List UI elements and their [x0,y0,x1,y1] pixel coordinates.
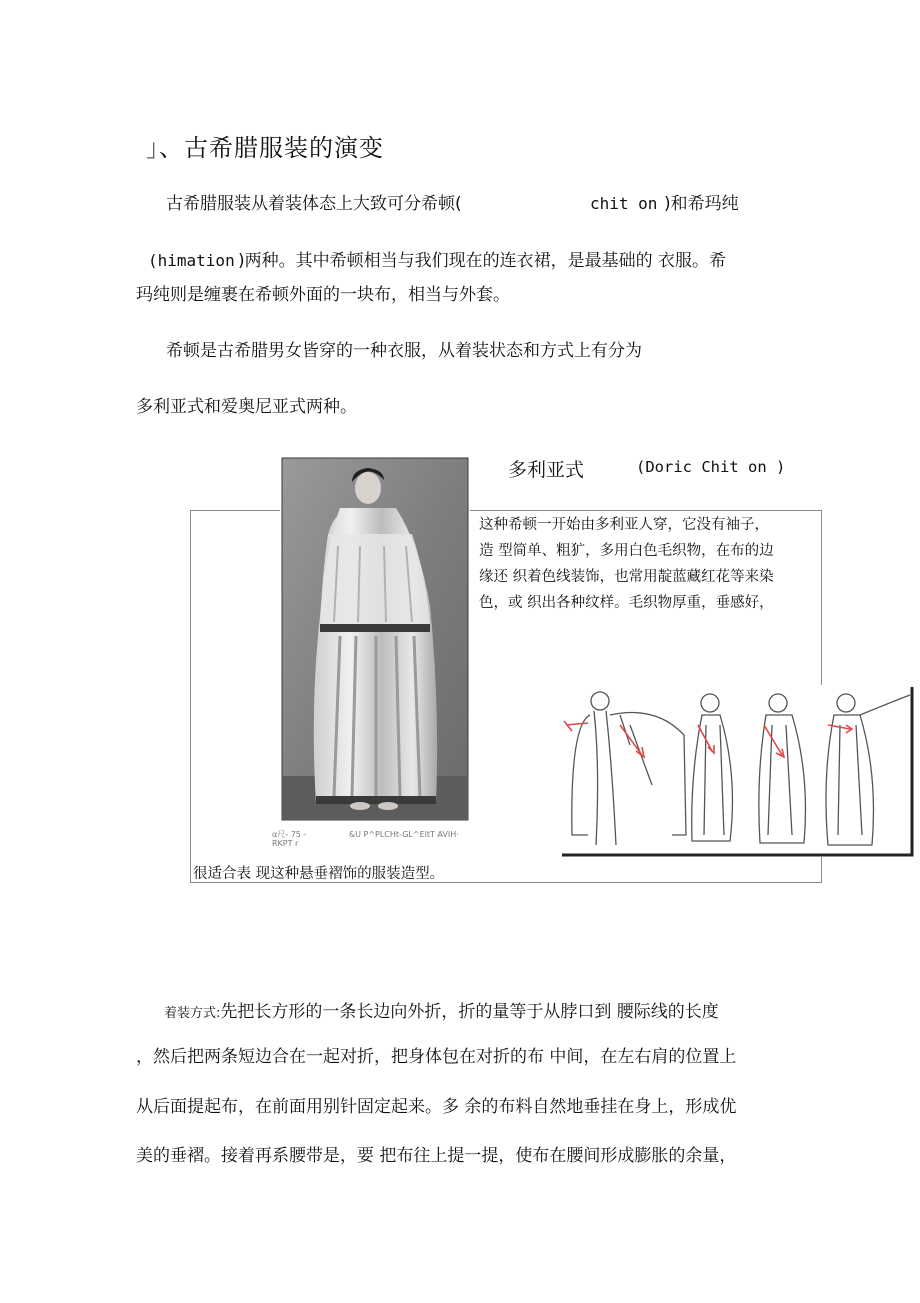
doric-title-en: (Doric Chit on ) [636,458,786,476]
intro-line-2: )两种。其中希顿相当与我们现在的连衣裙，是最基础的 衣服。希 [238,251,727,271]
heading-text: 、古希腊服装的演变 [159,134,384,162]
doric-description [479,512,774,616]
intro-term-chiton: chit on [590,194,658,213]
doric-title-cn: 多利亚式 [508,459,585,481]
doric-desc-line: 这种希顿一开始由多利亚人穿，它没有袖子， [479,517,769,533]
intro-term-himation: (himation [148,251,235,270]
para2-line-1: 希顿是古希腊男女皆穿的一种衣服，从着装状态和方式上有分为 [166,341,642,361]
dressing-line-2: ，然后把两条短边合在一起对折，把身体包在对折的布 中间，在左右肩的位置上 [136,1047,737,1067]
intro-line-3: 玛纯则是缠裹在希顿外面的一块布，相当与外套。 [136,285,510,305]
intro-line-1-end: )和希玛纯 [664,194,739,214]
heading-marker: 」 [146,134,159,162]
intro-line-1 [166,196,462,213]
para2-line-2: 多利亚式和爱奥尼亚式两种。 [136,397,357,417]
photo-caption [272,830,459,848]
doric-desc-line: 缘还 织着色线装饰，也常用靛蓝藏红花等来染 [479,569,774,585]
intro-text: 古希腊服装从着装体态上大致可分希顿( [166,194,462,214]
section-heading [146,128,384,163]
chiton-photo-image [280,456,470,824]
doric-desc-line: 色，或 织出各种纹样。毛织物厚重，垂感好， [479,595,774,611]
photo-caption-part: RKPT r [272,839,299,848]
photo-caption-part: α尺- 75 - [272,830,307,839]
photo-caption-part: &U P^PLCHt-GL^EltT AVIH· [348,830,459,839]
dressing-line-3: 从后面提起布，在前面用别针固定起来。多 余的布料自然地垂挂在身上，形成优 [136,1097,737,1117]
dressing-line-4: 美的垂褶。接着再系腰带是，要 把布往上提一提，使布在腰间形成膨胀的余量， [136,1146,737,1166]
doric-desc-line: 造 型简单、粗犷，多用白色毛织物，在布的边 [479,543,774,559]
dressing-steps-sketch [560,685,914,857]
chiton-photo [280,456,470,824]
dressing-label: 着装方式: [164,1006,221,1021]
dressing-text: 先把长方形的一条长边向外折，折的量等于从脖口到 腰际线的长度 [220,1002,719,1022]
dressing-steps-illustration [560,685,914,857]
doric-bottom-line: 很适合表 现这种悬垂褶饰的服装造型。 [193,866,445,882]
dressing-line-1 [164,1002,719,1021]
